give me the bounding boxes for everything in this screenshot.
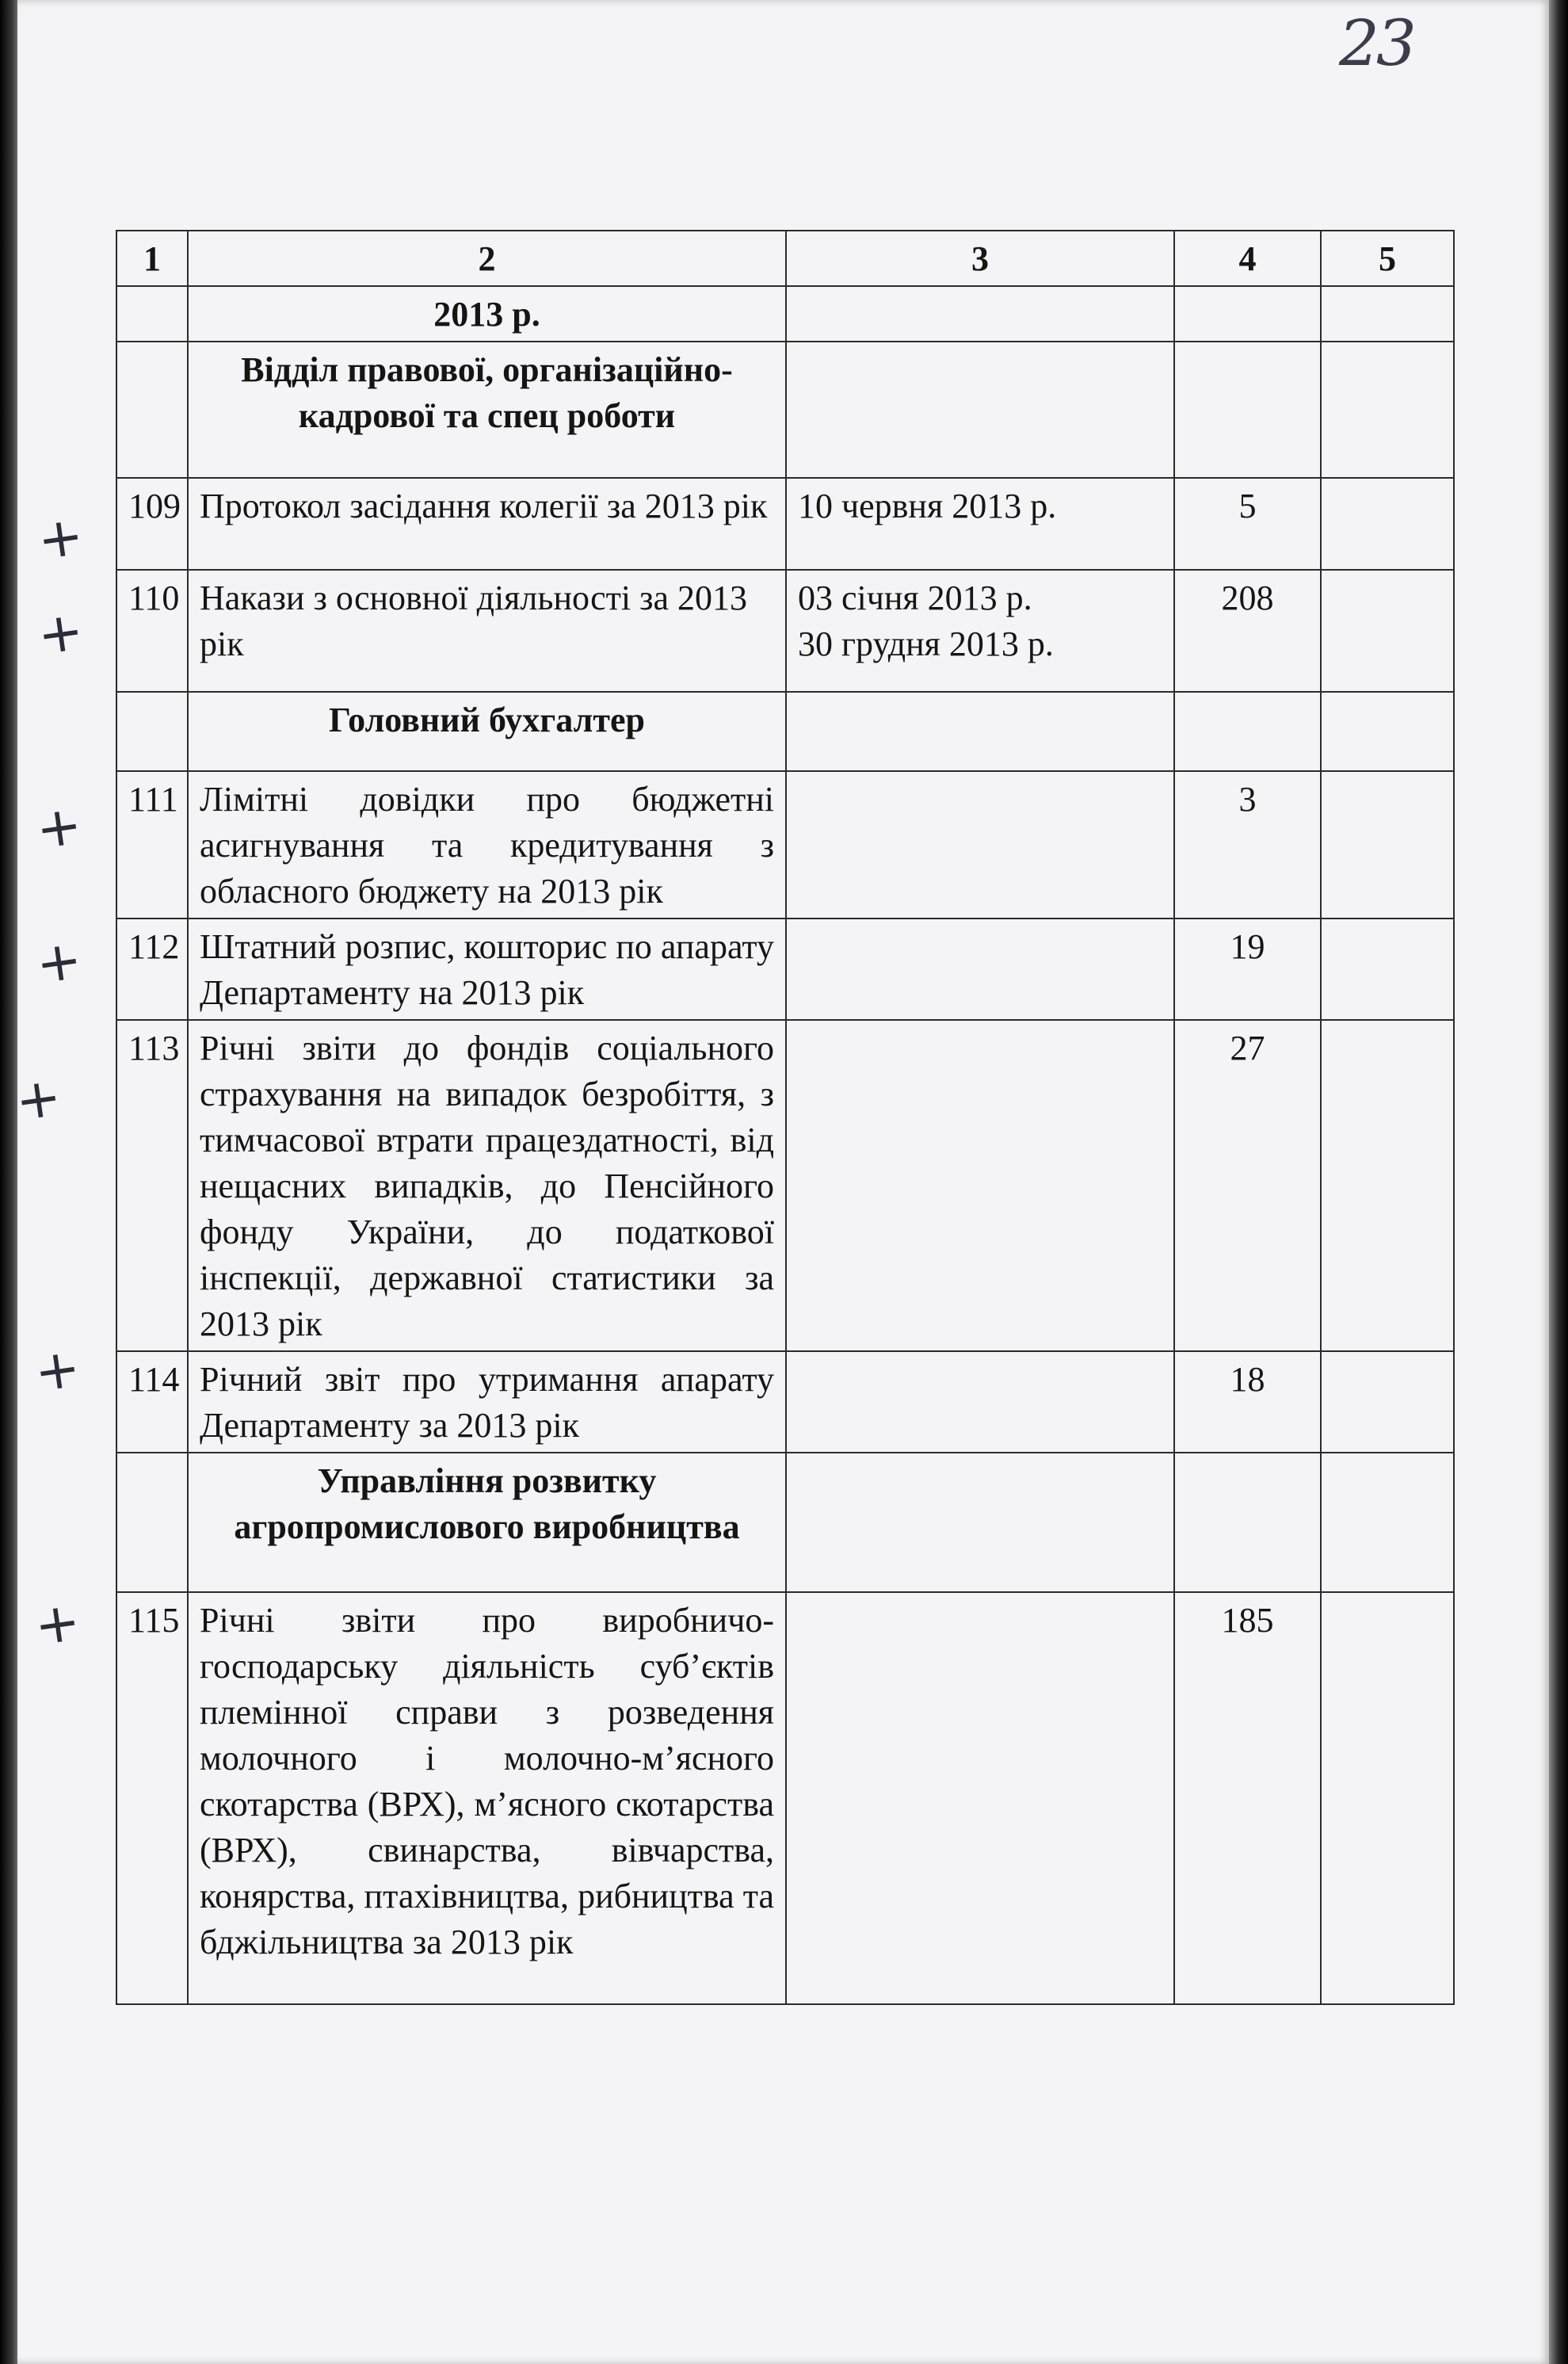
section-row-legal [116,342,1454,478]
table-cell [1321,1453,1454,1592]
table-cell [786,1453,1174,1592]
table-cell [116,1453,188,1592]
item-title: Штатний розпис, кошторис по апарату Департаменту на 2013 рік [188,918,786,1020]
header-col-2: 2 [188,231,786,286]
item-dates [786,478,1174,570]
margin-tick-110: + [33,599,88,668]
table-cell [1321,692,1454,771]
table-cell [1321,286,1454,342]
header-col-4: 4 [1174,231,1321,286]
item-title: Річні звіти про виробничо-господарську діяльність суб’єктів племінної справи з розведення молочного і молочно-м’ясного скотарства (ВРХ), м’ясного скотарства (ВРХ), свинарства, вівчарства, конярства, птахівництва, рибництва та бджільництва за 2013 рік [188,1592,786,2004]
item-count: 185 [1174,1592,1321,2004]
item-number: 110 [116,570,188,692]
table-cell [1174,692,1321,771]
section-heading: Управління розвитку агропромислового виробництва [188,1453,786,1592]
table-row [116,1020,1454,1351]
item-note [1321,771,1454,918]
margin-tick-109: + [33,504,88,573]
margin-tick-115: + [30,1590,85,1659]
item-dates [786,1020,1174,1351]
item-title: Накази з основної діяльності за 2013 рік [188,570,786,692]
margin-tick-112: + [32,928,86,997]
item-number: 112 [116,918,188,1020]
date-line: 03 січня 2013 р. [798,579,1032,617]
section-heading: Відділ правової, організаційно-кадрової та спец роботи [188,342,786,478]
scan-edge-right [1549,0,1568,2364]
margin-tick-114: + [30,1336,85,1405]
section-heading: Головний бухгалтер [188,692,786,771]
handwritten-page-number: 23 [1339,6,1413,80]
item-count: 3 [1174,771,1321,918]
item-count: 19 [1174,918,1321,1020]
header-col-5: 5 [1321,231,1454,286]
item-title: Протокол засідання колегії за 2013 рік [188,478,786,570]
item-note [1321,478,1454,570]
item-note [1321,1592,1454,2004]
item-count: 18 [1174,1351,1321,1453]
section-row-agro [116,1453,1454,1592]
register-table [116,230,1455,2005]
table-cell [116,342,188,478]
table-row [116,771,1454,918]
table-row [116,570,1454,692]
header-row [116,231,1454,286]
table-row [116,1351,1454,1453]
table-cell [116,692,188,771]
item-count: 27 [1174,1020,1321,1351]
table-cell [1174,342,1321,478]
table-row [116,918,1454,1020]
item-note [1321,1020,1454,1351]
margin-tick-113: + [11,1065,66,1134]
item-dates [786,1351,1174,1453]
item-number: 109 [116,478,188,570]
item-dates [786,918,1174,1020]
table-cell [1174,286,1321,342]
item-number: 115 [116,1592,188,2004]
item-title: Річний звіт про утримання апарату Департаменту за 2013 рік [188,1351,786,1453]
item-title: Лімітні довідки про бюджетні асигнування та кредитування з обласного бюджету на 2013 рік [188,771,786,918]
item-number: 114 [116,1351,188,1453]
table-cell [786,342,1174,478]
header-col-1: 1 [116,231,188,286]
item-number: 113 [116,1020,188,1351]
date-line: 10 червня 2013 р. [798,487,1057,525]
table-cell [786,286,1174,342]
section-row-accountant [116,692,1454,771]
date-line: 30 грудня 2013 р. [798,624,1054,663]
year-row [116,286,1454,342]
table-cell [116,286,188,342]
table-cell [1321,342,1454,478]
table-row [116,478,1454,570]
table-cell [1174,1453,1321,1592]
item-title: Річні звіти до фондів соціального страхування на випадок безробіття, з тимчасової втрати працездатності, від нещасних випадків, до Пенсійного фонду України, до податкової інспекції, державної статистики за 2013 рік [188,1020,786,1351]
item-note [1321,1351,1454,1453]
header-col-3: 3 [786,231,1174,286]
item-dates [786,570,1174,692]
item-dates [786,1592,1174,2004]
item-count: 5 [1174,478,1321,570]
table-cell [786,692,1174,771]
year-heading: 2013 р. [188,286,786,342]
margin-tick-111: + [32,793,86,862]
item-number: 111 [116,771,188,918]
item-dates [786,771,1174,918]
item-note [1321,570,1454,692]
item-note [1321,918,1454,1020]
table-row [116,1592,1454,2004]
item-count: 208 [1174,570,1321,692]
